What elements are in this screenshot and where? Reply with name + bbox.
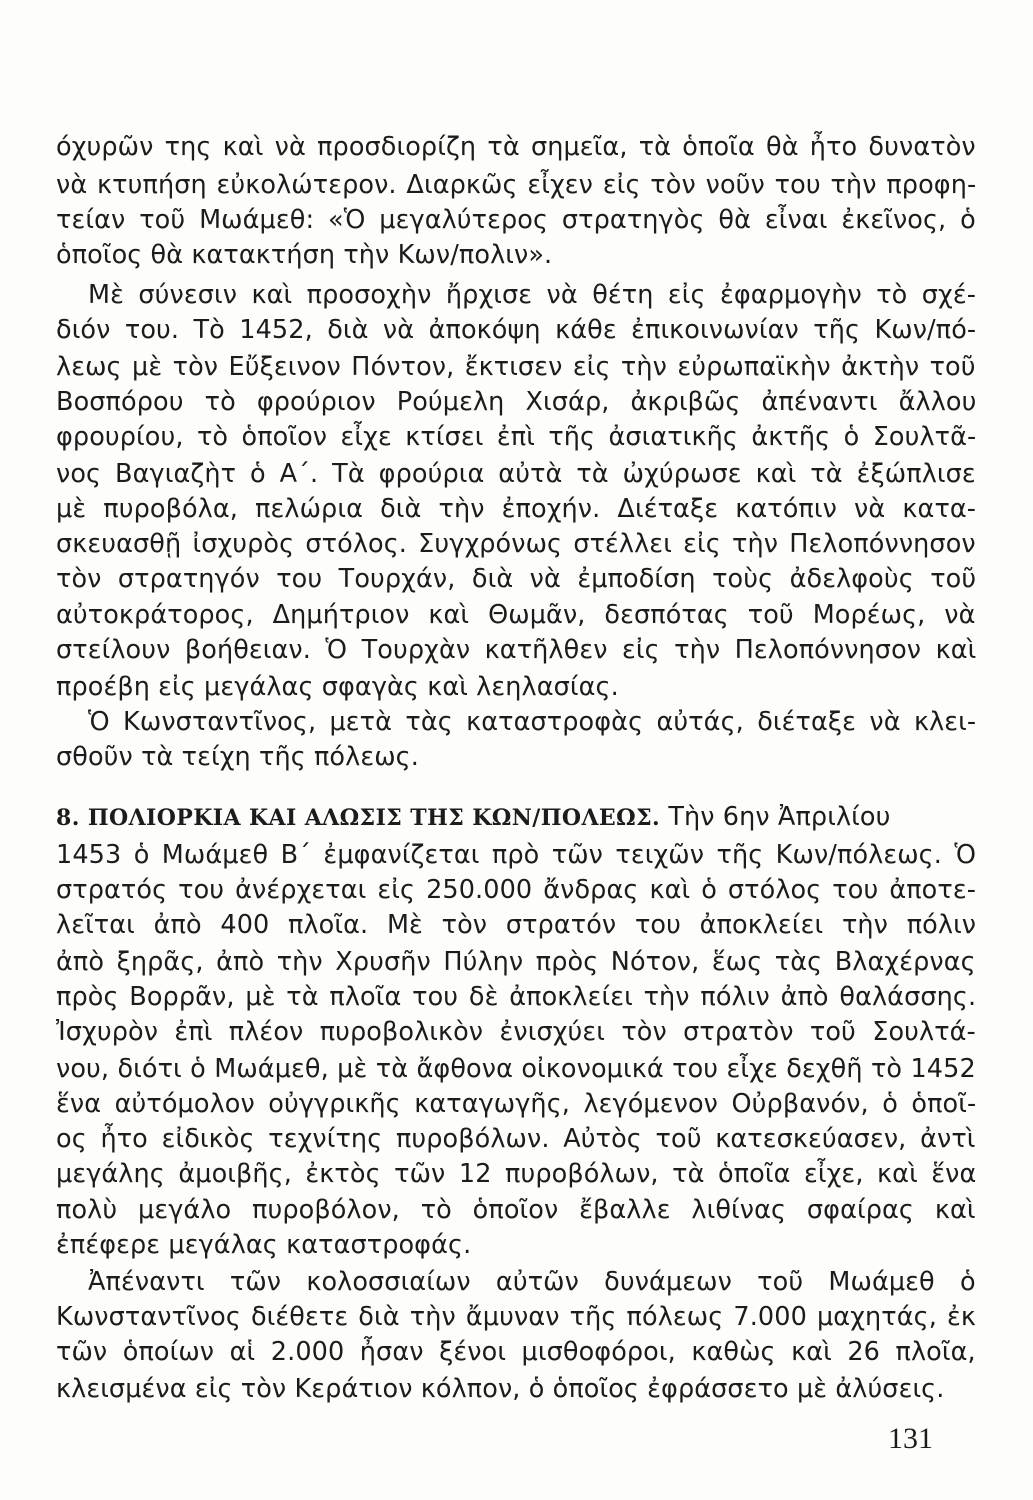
- text-line: 1453 ὁ Μωάμεθ Β΄ ἐμφανίζεται πρὸ τῶν τειχῶν τῆς Κων/πόλεως. Ὁ: [56, 840, 976, 870]
- heading-line-text: Τὴν 6ην Ἀπριλίου: [668, 802, 891, 832]
- text-line: πρὸς Βορρᾶν, μὲ τὰ πλοῖα του δὲ ἀποκλείει τὴν πόλιν ἀπὸ θαλάσσης.: [56, 982, 976, 1012]
- text-line: τῶν ὁποίων αἱ 2.000 ἦσαν ξένοι μισθοφόροι, καθὼς καὶ 26 πλοῖα,: [56, 1337, 976, 1367]
- text-line: νὰ κτυπήση εὐκολώτερον. Διαρκῶς εἶχεν εἰς τὸν νοῦν του τὴν προφη-: [56, 170, 976, 200]
- text-line: κλεισμένα εἰς τὸν Κεράτιον κόλπον, ὁ ὁποῖος ἐφράσσετο μὲ ἀλύσεις.: [56, 1374, 945, 1404]
- text-line: στείλουν βοήθειαν. Ὁ Τουρχὰν κατῆλθεν εἰς τὴν Πελοπόννησον καὶ: [56, 635, 976, 665]
- text-line: στρατός του ἀνέρχεται εἰς 250.000 ἄνδρας καὶ ὁ στόλος του ἀποτε-: [56, 875, 976, 905]
- text-line: προέβη εἰς μεγάλας σφαγὰς καὶ λεηλασίας.: [56, 672, 619, 702]
- text-line: λεῖται ἀπὸ 400 πλοῖα. Μὲ τὸν στρατόν του ἀποκλείει τὴν πόλιν: [56, 910, 976, 940]
- paragraph-start-line: Μὲ σύνεσιν καὶ προσοχὴν ἤρχισε νὰ θέτη εἰς ἐφαρμογὴν τὸ σχέ-: [88, 280, 976, 310]
- text-line: αὐτοκράτορος, Δημήτριον καὶ Θωμᾶν, δεσπότας τοῦ Μορέως, νὰ: [56, 600, 976, 630]
- text-line: ἐπέφερε μεγάλας καταστροφάς.: [56, 1230, 472, 1260]
- text-line: νου, διότι ὁ Μωάμεθ, μὲ τὰ ἄφθονα οἰκονομικά του εἶχε δεχθῆ τὸ 1452: [56, 1054, 976, 1084]
- text-line: πολὺ μεγάλο πυροβόλον, τὸ ὁποῖον ἔβαλλε λιθίνας σφαίρας καὶ: [56, 1195, 976, 1225]
- paragraph-start-line: Ἀπέναντι τῶν κολοσσιαίων αὐτῶν δυνάμεων τοῦ Μωάμεθ ὁ: [88, 1267, 976, 1297]
- text-line: όχυρῶν της καὶ νὰ προσδιορίζη τὰ σημεῖα, τὰ ὁποῖα θὰ ἦτο δυνατὸν: [56, 132, 976, 162]
- text-line: ἕνα αὐτόμολον οὐγγρικῆς καταγωγῆς, λεγόμενον Οὐρβανόν, ὁ ὁποῖ-: [56, 1089, 976, 1119]
- text-line: νος Βαγιαζὴτ ὁ Α΄. Τὰ φρούρια αὐτὰ τὰ ὠχύρωσε καὶ τὰ ἐξώπλισε: [56, 459, 976, 489]
- paragraph-start-line: Ὁ Κωνσταντῖνος, μετὰ τὰς καταστροφὰς αὐτάς, διέταξε νὰ κλει-: [88, 707, 976, 737]
- text-line: φρουρίου, τὸ ὁποῖον εἶχε κτίσει ἐπὶ τῆς ἀσιατικῆς ἀκτῆς ὁ Σουλτᾶ-: [56, 422, 976, 452]
- text-line: διόν του. Τὸ 1452, διὰ νὰ ἀποκόψη κάθε ἐπικοινωνίαν τῆς Κων/πό-: [56, 315, 976, 345]
- text-line: μὲ πυροβόλα, πελώρια διὰ τὴν ἐποχήν. Διέταξε κατόπιν νὰ κατα-: [56, 494, 976, 524]
- text-line: λεως μὲ τὸν Εὔξεινον Πόντον, ἔκτισεν εἰς τὴν εὐρωπαϊκὴν ἀκτὴν τοῦ: [56, 352, 976, 382]
- text-line: Βοσπόρου τὸ φρούριον Ρούμελη Χισάρ, ἀκριβῶς ἀπέναντι ἄλλου: [56, 387, 976, 417]
- text-line: τείαν τοῦ Μωάμεθ: «Ὁ μεγαλύτερος στρατηγὸς θὰ εἶναι ἐκεῖνος, ὁ: [56, 205, 976, 235]
- text-line: ὁποῖος θὰ κατακτήση τὴν Κων/πολιν».: [56, 240, 553, 270]
- text-line: ἀπὸ ξηρᾶς, ἀπὸ τὴν Χρυσῆν Πύλην πρὸς Νότον, ἕως τὰς Βλαχέρνας: [56, 947, 976, 977]
- text-line: ος ἦτο εἰδικὸς τεχνίτης πυροβόλων. Αὐτὸς τοῦ κατεσκεύασεν, ἀντὶ: [56, 1124, 976, 1154]
- text-line: Κωνσταντῖνος διέθετε διὰ τὴν ἄμυναν τῆς πόλεως 7.000 μαχητάς, ἐκ: [56, 1302, 976, 1332]
- text-line: μεγάλης ἀμοιβῆς, ἐκτὸς τῶν 12 πυροβόλων, τὰ ὁποῖα εἶχε, καὶ ἕνα: [56, 1159, 976, 1189]
- section-heading-line: [56, 800, 976, 834]
- text-line: σκευασθῇ ἰσχυρὸς στόλος. Συγχρόνως στέλλει εἰς τὴν Πελοπόννησον: [56, 529, 976, 559]
- section-heading: 8. ΠΟΛΙΟΡΚΙΑ ΚΑΙ ΑΛΩΣΙΣ ΤΗΣ ΚΩΝ/ΠΟΛΕΩΣ.: [56, 805, 661, 831]
- text-line: Ἰσχυρὸν ἐπὶ πλέον πυροβολικὸν ἐνισχύει τὸν στρατὸν τοῦ Σουλτά-: [56, 1017, 976, 1047]
- text-line: τὸν στρατηγόν του Τουρχάν, διὰ νὰ ἐμποδίση τοὺς ἀδελφοὺς τοῦ: [56, 564, 976, 594]
- text-line: σθοῦν τὰ τείχη τῆς πόλεως.: [56, 742, 419, 772]
- page-number: 131: [888, 1422, 933, 1455]
